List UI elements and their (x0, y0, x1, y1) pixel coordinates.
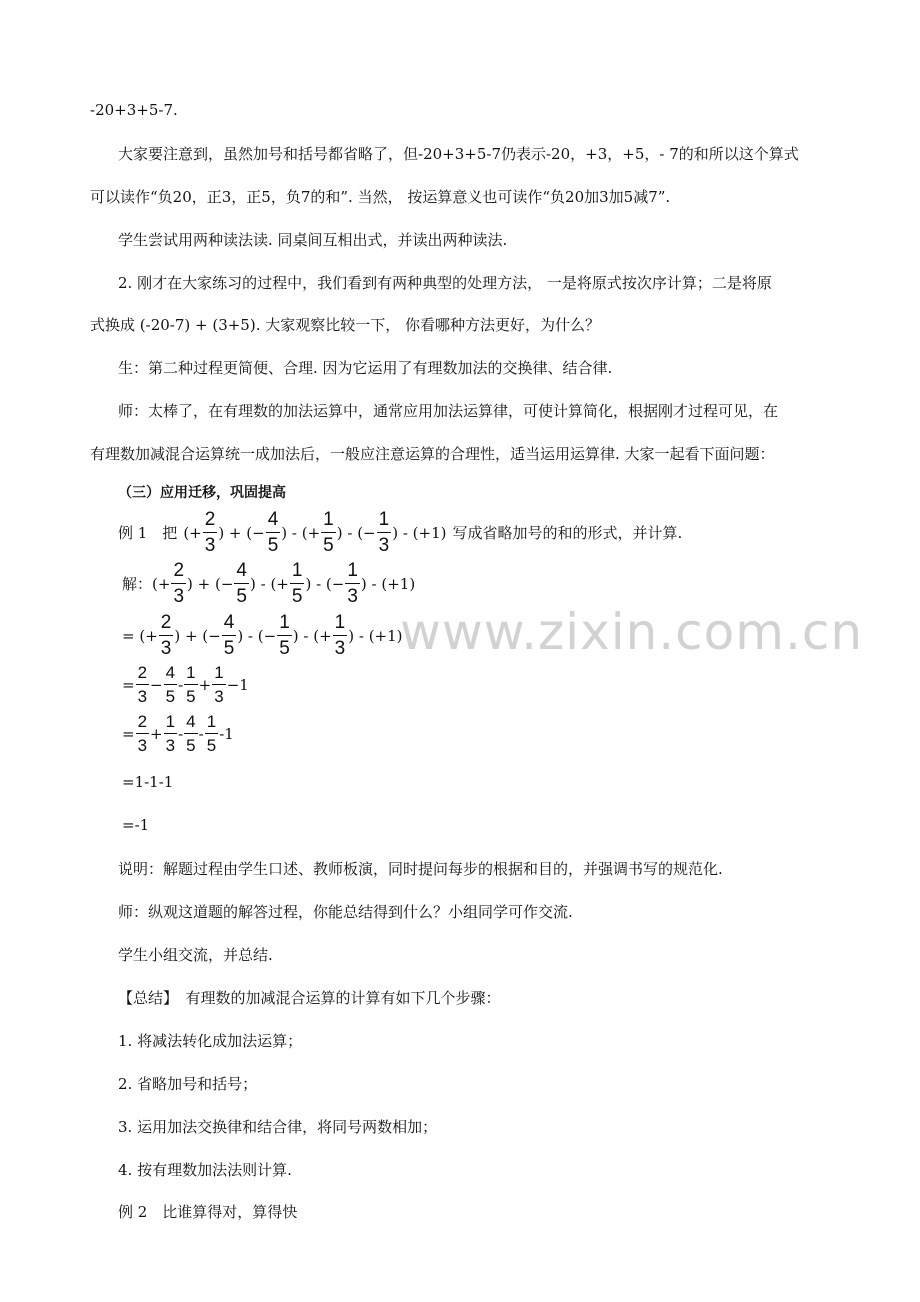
summary-step-1: 1. 将减法转化成加法运算； (118, 1032, 303, 1050)
fraction (171, 561, 186, 606)
fraction-denominator: 3 (204, 535, 216, 556)
fraction-numerator: 1 (277, 613, 292, 636)
math-text: = (122, 675, 135, 694)
fraction-numerator: 2 (159, 613, 174, 636)
math-text: -1 (219, 724, 234, 743)
math-text: - (178, 675, 184, 694)
math-text: (+ (183, 523, 202, 542)
math-text: ) - (− (305, 574, 345, 593)
fraction (321, 510, 336, 555)
fraction-numerator: 1 (184, 664, 197, 685)
summary-heading: 【总结】 有理数的加减混合运算的计算有如下几个步骤： (118, 989, 501, 1007)
fraction-denominator: 3 (347, 586, 358, 607)
fraction (290, 561, 305, 606)
fraction-numerator: 4 (222, 613, 237, 636)
solution-step-6: =-1 (122, 816, 150, 834)
fraction-denominator: 5 (323, 535, 334, 556)
example-2: 例 2 比谁算得对，算得快 (118, 1203, 298, 1221)
section-heading: （三）应用迁移，巩固提高 (118, 485, 286, 501)
fraction (164, 664, 177, 705)
math-text: (+ (152, 574, 171, 593)
summary-step-4: 4. 按有理数加法法则计算. (118, 1161, 292, 1179)
text-line-2: 大家要注意到，虽然加号和括号都省略了，但-20+3+5-7仍表示-20，+3，+5，- 7的和所以这个算式 (118, 145, 799, 163)
fraction-denominator: 3 (137, 687, 148, 706)
fraction (164, 713, 177, 754)
fraction-denominator: 3 (378, 535, 390, 556)
fraction-numerator: 2 (203, 510, 218, 533)
math-text: ) - (+1) (348, 626, 403, 645)
math-text: - (178, 724, 184, 743)
fraction (345, 561, 360, 606)
example-1-expression (183, 510, 446, 555)
fraction-denominator: 3 (137, 736, 148, 755)
math-text: ) - (+ (281, 523, 321, 542)
fraction (222, 613, 237, 658)
solution-step-5: =1-1-1 (122, 773, 174, 791)
math-text: ) - (− (336, 523, 376, 542)
fraction-denominator: 3 (165, 736, 176, 755)
summary-step-2: 2. 省略加号和括号； (118, 1075, 258, 1093)
fraction-denominator: 3 (334, 638, 346, 659)
fraction-denominator: 3 (173, 586, 185, 607)
fraction (203, 510, 218, 555)
fraction-denominator: 3 (160, 638, 172, 659)
math-text: −1 (226, 675, 249, 694)
fraction-denominator: 5 (223, 638, 235, 659)
text-line-10: 说明：解题过程由学生口述、教师板演，同时提问每步的根据和目的，并强调书写的规范化. (118, 860, 723, 878)
example-1-label: 例 1 把 (118, 524, 178, 542)
math-text: - (198, 724, 204, 743)
fraction-numerator: 1 (321, 510, 336, 533)
fraction-denominator: 5 (291, 586, 303, 607)
fraction (277, 613, 292, 658)
fraction (205, 713, 218, 754)
fraction (184, 713, 197, 754)
text-line-1: -20+3+5-7. (90, 101, 178, 119)
fraction-denominator: 3 (214, 687, 224, 706)
fraction (266, 510, 281, 555)
math-text: ) + (− (187, 574, 234, 593)
example-1-instruction: 写成省略加号的和的形式，并计算. (452, 524, 683, 542)
fraction-numerator: 1 (333, 613, 348, 636)
solution-label: 解： (122, 575, 153, 593)
math-text: ) - (+ (249, 574, 289, 593)
fraction-numerator: 1 (377, 510, 392, 533)
fraction-numerator: 1 (205, 713, 218, 734)
math-text: ) + (− (174, 626, 221, 645)
fraction-denominator: 5 (267, 535, 279, 556)
math-text: + (198, 675, 212, 694)
solution-step-1-expression (152, 561, 415, 606)
fraction-numerator: 1 (212, 664, 225, 685)
fraction-numerator: 1 (164, 713, 177, 734)
fraction (333, 613, 348, 658)
text-line-5: 2. 刚才在大家练习的过程中，我们看到有两种典型的处理方法， 一是将原式按次序计算；二是将原 (118, 274, 772, 292)
text-line-6: 式换成 (-20-7) + (3+5). 大家观察比较一下， 你看哪种方法更好，为什么？ (90, 316, 601, 334)
fraction-numerator: 4 (184, 713, 197, 734)
fraction-numerator: 2 (171, 561, 186, 584)
fraction (377, 510, 392, 555)
fraction (212, 664, 225, 705)
text-line-12: 学生小组交流，并总结. (118, 946, 273, 964)
fraction (234, 561, 249, 606)
solution-step-1 (122, 561, 415, 606)
solution-step-3 (122, 664, 249, 705)
text-line-11: 师：纵观这道题的解答过程，你能总结得到什么？小组同学可作交流. (118, 903, 573, 921)
text-line-4: 学生尝试用两种读法读. 同桌间互相出式，并读出两种读法. (118, 231, 508, 249)
fraction-numerator: 4 (266, 510, 281, 533)
fraction-numerator: 2 (136, 713, 149, 734)
math-text: ) - (+1) (392, 523, 447, 542)
fraction-denominator: 5 (186, 687, 196, 706)
math-text: − (150, 675, 163, 694)
math-text: ) - (+ (292, 626, 332, 645)
example-1 (118, 510, 682, 555)
fraction (184, 664, 197, 705)
text-line-8: 师：太棒了，在有理数的加法运算中，通常应用加法运算律，可使计算简化，根据刚才过程可见，在 (118, 402, 779, 420)
fraction-numerator: 2 (136, 664, 149, 685)
watermark: www.zixin.com.cn (400, 603, 864, 661)
fraction (136, 713, 149, 754)
fraction-numerator: 1 (290, 561, 305, 584)
solution-step-2 (122, 613, 403, 658)
math-text: ) + (− (218, 523, 265, 542)
math-text: = (+ (122, 626, 158, 645)
math-text: ) - (+1) (360, 574, 416, 593)
fraction-denominator: 5 (279, 638, 290, 659)
text-line-7: 生：第二种过程更简便、合理. 因为它运用了有理数加法的交换律、结合律. (118, 359, 613, 377)
fraction (136, 664, 149, 705)
fraction-numerator: 4 (234, 561, 249, 584)
fraction-numerator: 1 (345, 561, 360, 584)
fraction (159, 613, 174, 658)
text-line-9: 有理数加减混合运算统一成加法后，一般应注意运算的合理性，适当运用运算律. 大家一起看下面问题： (90, 445, 775, 463)
math-text: ) - (− (237, 626, 277, 645)
math-text: + (150, 724, 163, 743)
fraction-numerator: 4 (164, 664, 177, 685)
text-line-3: 可以读作“负20，正3，正5，负7的和”. 当然， 按运算意义也可读作“负20加3加5减7”. (90, 188, 671, 206)
fraction-denominator: 5 (186, 736, 196, 755)
summary-step-3: 3. 运用加法交换律和结合律，将同号两数相加； (118, 1118, 438, 1136)
fraction-denominator: 5 (236, 586, 247, 607)
fraction-denominator: 5 (206, 736, 217, 755)
fraction-denominator: 5 (165, 687, 176, 706)
solution-step-4 (122, 713, 234, 754)
math-text: = (122, 724, 135, 743)
